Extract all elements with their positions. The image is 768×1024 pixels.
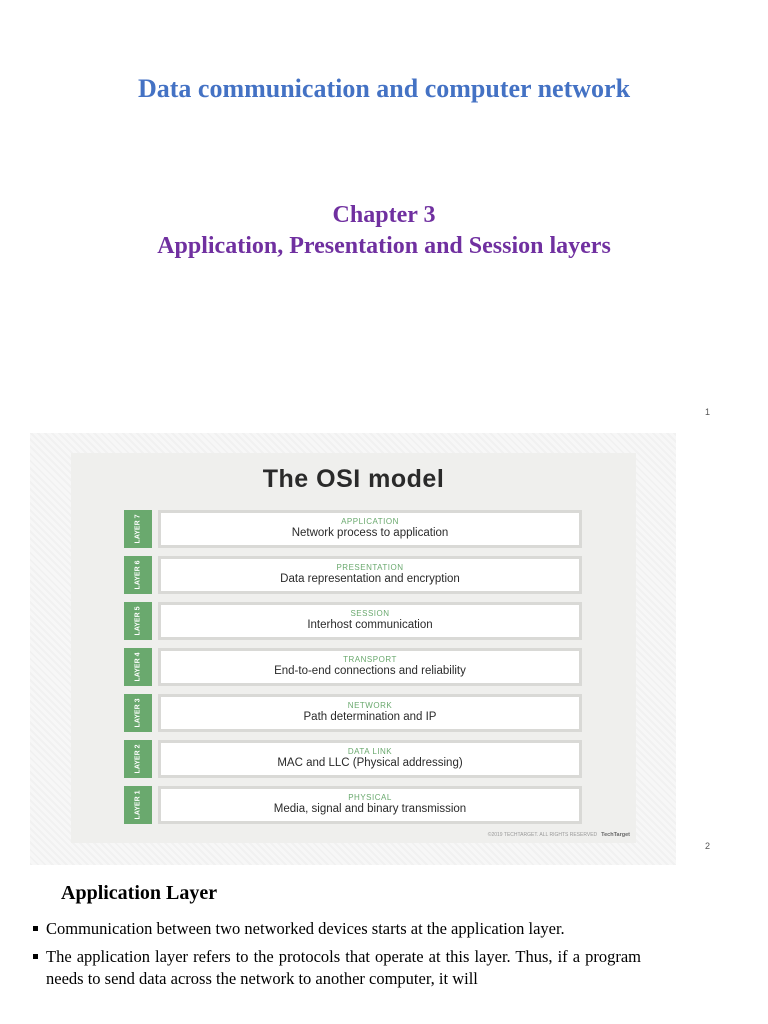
layer-tab	[124, 556, 152, 594]
layer-tab-label: LAYER 6	[134, 560, 142, 590]
layer-box	[158, 556, 582, 594]
layer-description: Media, signal and binary transmission	[273, 803, 467, 815]
layer-row-5	[124, 602, 582, 640]
layer-tab	[124, 602, 152, 640]
osi-figure-title: The OSI model	[262, 465, 445, 493]
page-number-2: 2	[705, 841, 711, 851]
layer-row-7	[124, 510, 582, 548]
chapter-subtitle: Application, Presentation and Session layers	[157, 233, 611, 259]
bullet-list	[30, 918, 641, 996]
layer-tab	[124, 510, 152, 548]
layer-tab	[124, 786, 152, 824]
layer-name: PHYSICAL	[348, 793, 392, 802]
layer-description: Path determination and IP	[303, 711, 437, 723]
layer-tab-label: LAYER 1	[134, 790, 142, 820]
chapter-heading	[0, 200, 768, 262]
layer-tab	[124, 648, 152, 686]
copyright-text: ©2019 TECHTARGET. ALL RIGHTS RESERVED	[487, 832, 598, 838]
section-heading: Application Layer	[61, 882, 218, 904]
layer-description: Interhost communication	[307, 619, 433, 631]
layer-tab	[124, 740, 152, 778]
layer-tab-label: LAYER 2	[134, 744, 142, 774]
bullet-item: The application layer refers to the protocols that operate at this layer. Thus, if a program needs to send data across the network to another computer, it will	[30, 946, 641, 990]
layer-box	[158, 648, 582, 686]
layer-tab	[124, 694, 152, 732]
layer-row-2	[124, 740, 582, 778]
layer-name: DATA LINK	[347, 747, 393, 756]
figure-credit	[488, 832, 630, 838]
deck-title: Data communication and computer network	[137, 74, 631, 103]
layer-name: APPLICATION	[341, 517, 399, 526]
bullet-item: Communication between two networked devices starts at the application layer.	[30, 918, 641, 940]
chapter-label: Chapter 3	[332, 202, 436, 228]
layer-description: End-to-end connections and reliability	[274, 665, 466, 677]
layer-box	[158, 602, 582, 640]
layer-box	[158, 786, 582, 824]
layer-name: SESSION	[350, 609, 390, 618]
layer-box	[158, 694, 582, 732]
layer-box	[158, 740, 582, 778]
layer-row-3	[124, 694, 582, 732]
layer-tab-label: LAYER 5	[134, 606, 142, 636]
layer-name: PRESENTATION	[336, 563, 404, 572]
layer-description: Data representation and encryption	[280, 573, 460, 585]
layer-box	[158, 510, 582, 548]
brand-logo: TechTarget	[601, 832, 630, 838]
layer-row-4	[124, 648, 582, 686]
layer-name: TRANSPORT	[343, 655, 397, 664]
layer-row-1	[124, 786, 582, 824]
layer-row-6	[124, 556, 582, 594]
osi-figure	[71, 453, 636, 843]
layer-description: MAC and LLC (Physical addressing)	[277, 757, 463, 769]
layer-tab-label: LAYER 3	[134, 698, 142, 728]
layer-tab-label: LAYER 4	[134, 652, 142, 682]
layer-name: NETWORK	[347, 701, 393, 710]
layer-tab-label: LAYER 7	[134, 514, 142, 544]
page-number-1: 1	[705, 407, 711, 417]
layer-description: Network process to application	[291, 527, 449, 539]
